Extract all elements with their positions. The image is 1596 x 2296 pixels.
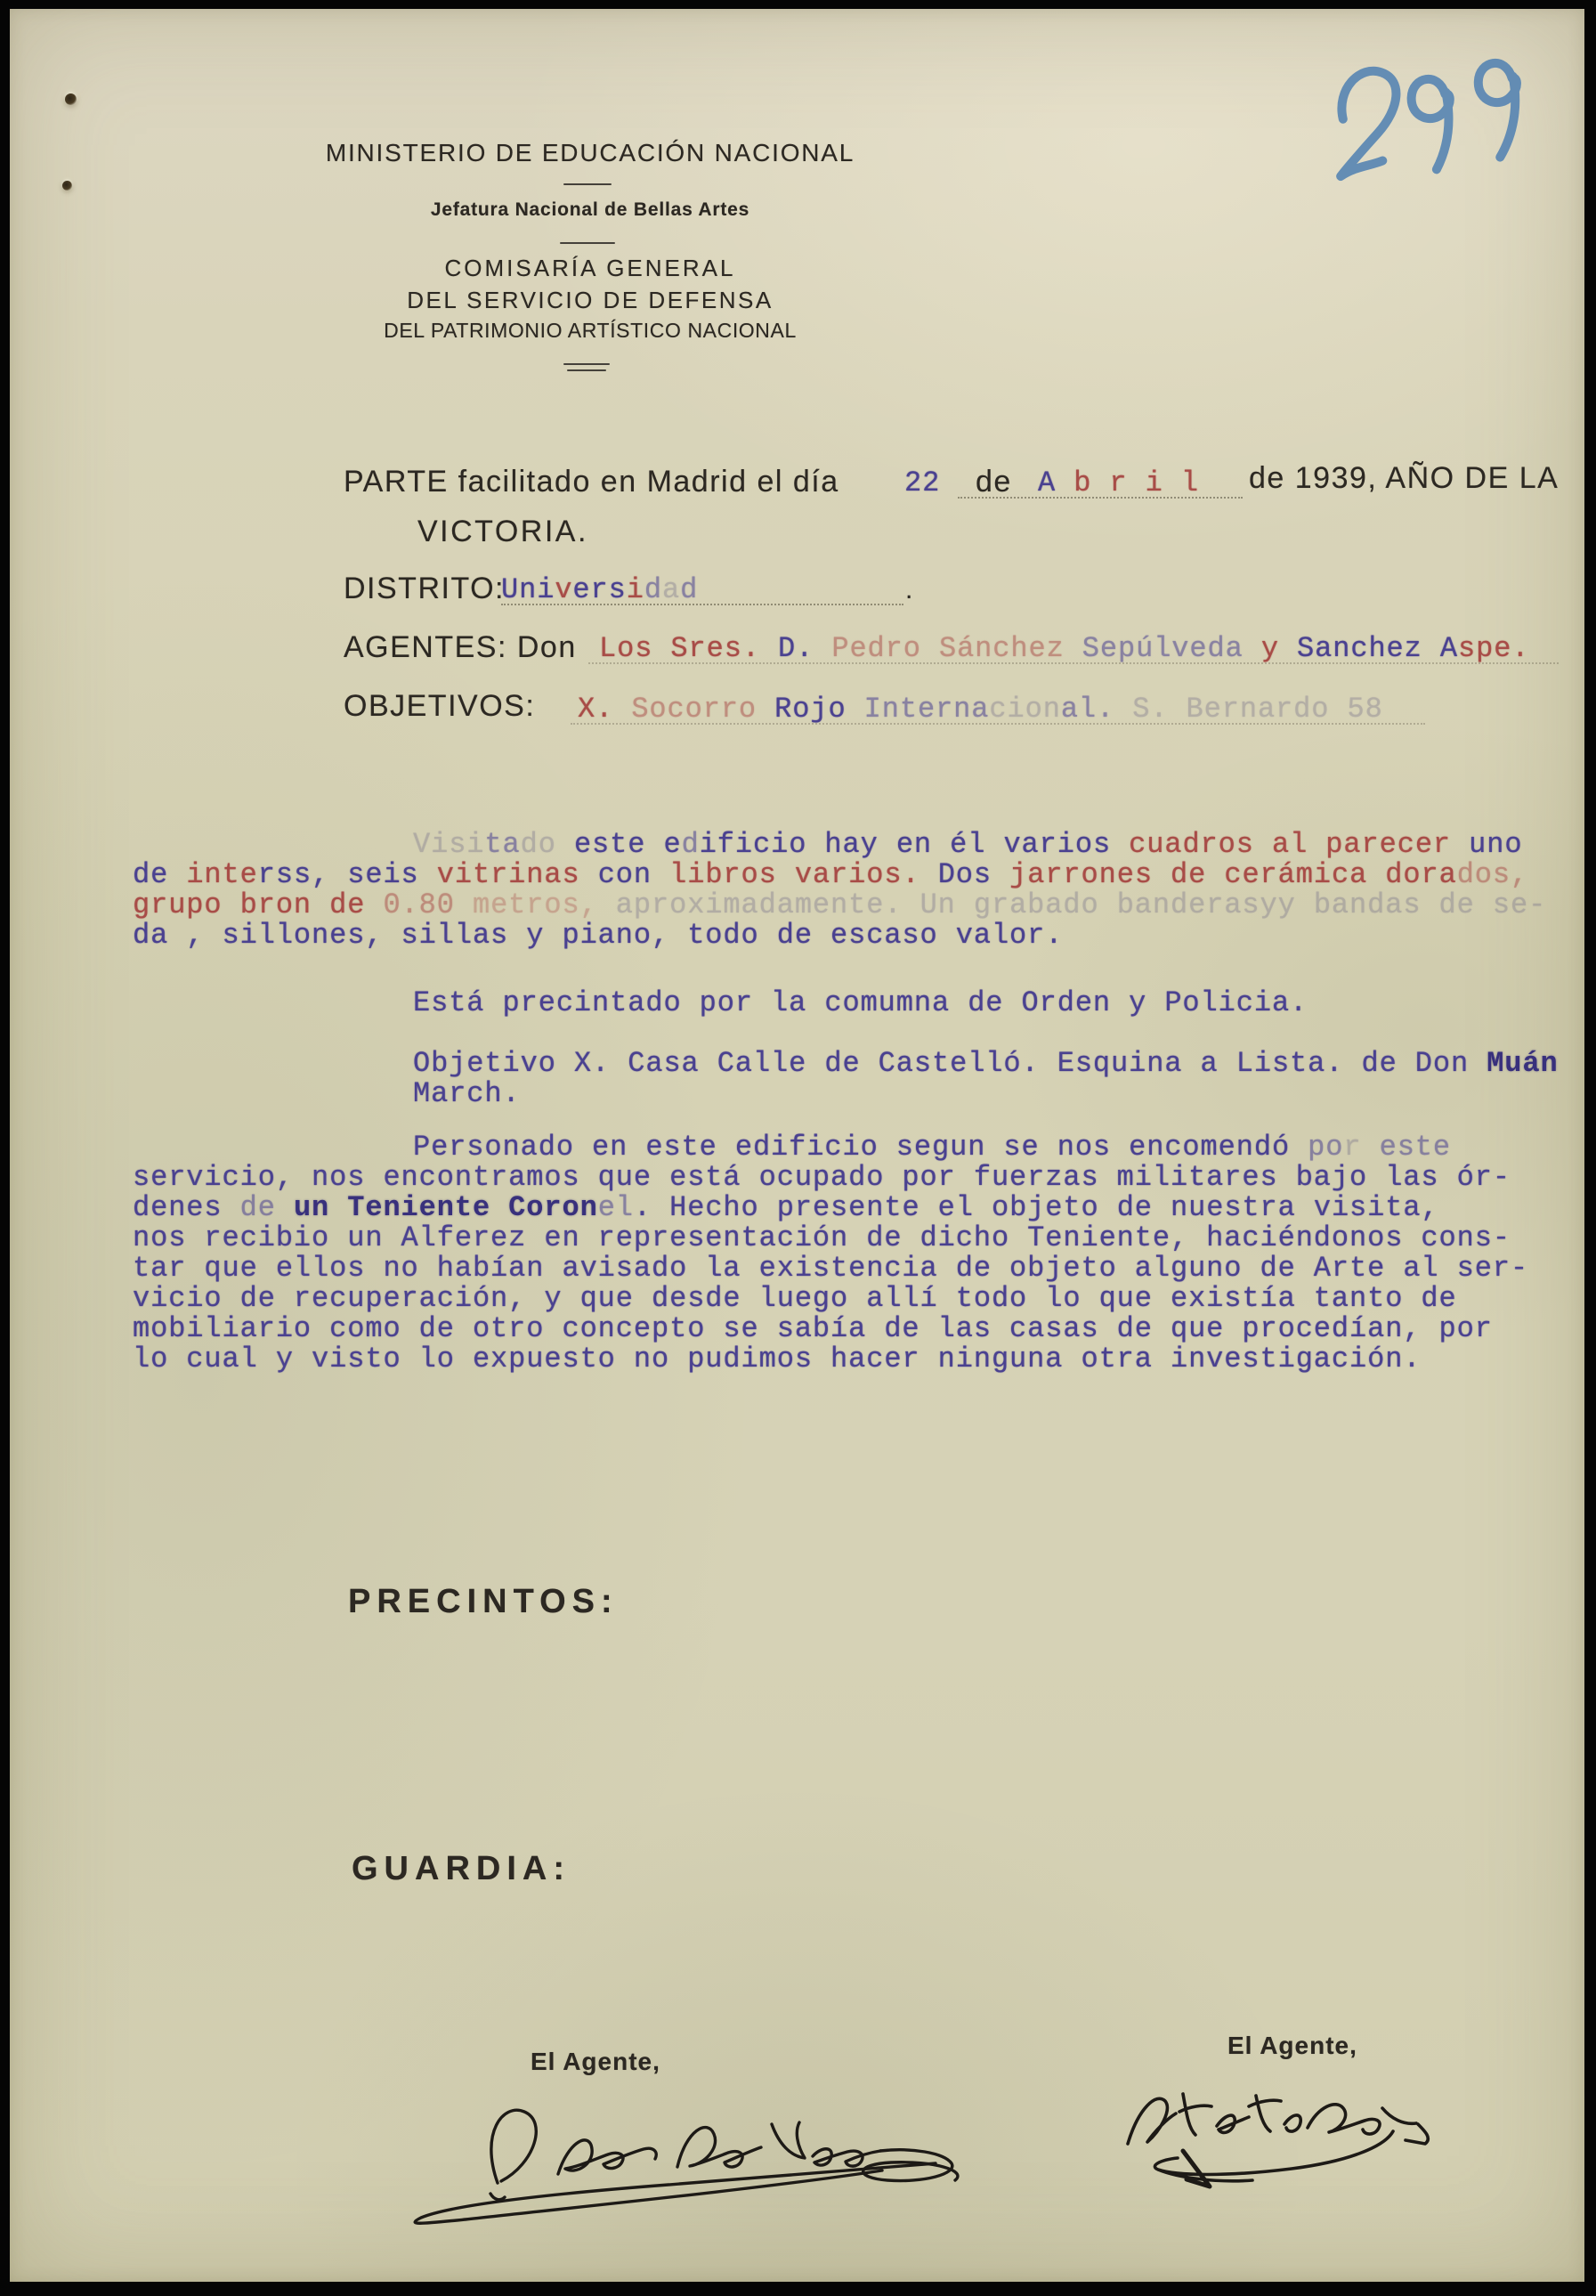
text-run: ificio hay en él varios bbox=[699, 828, 1130, 861]
text-run: uno bbox=[1469, 828, 1523, 861]
agentes-label: AGENTES: Don bbox=[344, 630, 577, 664]
text-run: mobiliario como de otro concepto se sabía de las casas de que procedían, por bbox=[133, 1312, 1493, 1345]
text-run: varios. bbox=[794, 858, 938, 891]
text-run: A bbox=[1038, 467, 1074, 499]
text-run: a bbox=[661, 573, 681, 606]
signature-left bbox=[384, 2074, 989, 2243]
text-run: este e bbox=[573, 828, 682, 861]
text-run: Los Sres. bbox=[599, 632, 779, 665]
parte-victoria-label: VICTORIA. bbox=[417, 515, 588, 548]
text-run: vicio de recuperación, y que desde luego allí todo lo que existía tanto de bbox=[133, 1282, 1457, 1315]
typed-line bbox=[133, 1344, 1584, 1375]
body-paragraph-4 bbox=[133, 1132, 1584, 1375]
typed-line bbox=[413, 988, 1308, 1018]
typed-line bbox=[133, 1223, 1584, 1253]
text-run: d bbox=[681, 828, 700, 861]
text-run: lo cual y visto lo expuesto no pudimos hacer ninguna otra investigación. bbox=[133, 1343, 1422, 1375]
letterhead-patrimonio: DEL PATRIMONIO ARTÍSTICO NACIONAL bbox=[384, 319, 797, 342]
body-paragraph-2 bbox=[413, 988, 1308, 1018]
text-run: i bbox=[626, 573, 644, 606]
text-run: Uni bbox=[501, 573, 555, 606]
objetivos-value bbox=[578, 693, 1383, 726]
typed-line bbox=[413, 830, 1584, 860]
text-run: con bbox=[597, 858, 670, 891]
text-run: Sepúlveda bbox=[1082, 632, 1261, 665]
text-run: Dos bbox=[937, 858, 1010, 891]
text-run: v bbox=[555, 573, 573, 606]
text-run: tar que ellos no habían avisado la existencia de objeto alguno de Arte al ser- bbox=[133, 1252, 1529, 1285]
guardia-heading: GUARDIA: bbox=[352, 1850, 571, 1887]
text-run: denes bbox=[133, 1191, 240, 1224]
agentes-value bbox=[599, 632, 1529, 665]
typed-line bbox=[413, 1132, 1584, 1163]
text-run: Socorro bbox=[631, 693, 775, 726]
body-paragraph-3 bbox=[413, 1049, 1559, 1109]
text-run: Muán bbox=[1487, 1047, 1559, 1080]
text-run: Interna bbox=[863, 693, 990, 726]
text-run: ta bbox=[484, 828, 521, 861]
letterhead-rule bbox=[563, 183, 612, 185]
text-run: grupo bron de bbox=[133, 888, 384, 921]
text-run: y bbox=[1260, 632, 1298, 665]
text-run: A bbox=[1439, 632, 1458, 665]
signature-right bbox=[1094, 2057, 1495, 2208]
text-run: este bbox=[1361, 1131, 1451, 1164]
text-run: Pedro bbox=[831, 632, 939, 665]
typed-line bbox=[133, 890, 1584, 921]
distrito-value bbox=[501, 573, 698, 606]
text-run: d bbox=[680, 573, 699, 606]
typed-line bbox=[133, 1193, 1584, 1223]
parte-month-value bbox=[1038, 467, 1199, 499]
letterhead-servicio: DEL SERVICIO DE DEFENSA bbox=[407, 287, 774, 313]
page-number-handwritten bbox=[1313, 38, 1570, 202]
text-run: d bbox=[644, 573, 662, 606]
text-run: po bbox=[1308, 1131, 1344, 1164]
text-run: Sanchez bbox=[1297, 632, 1440, 665]
text-run: do bbox=[520, 828, 574, 861]
letterhead-rule bbox=[560, 242, 615, 244]
body-paragraph-1 bbox=[133, 830, 1584, 951]
letterhead-rule bbox=[567, 369, 606, 371]
typed-line bbox=[133, 1253, 1584, 1284]
text-run: b r i l bbox=[1073, 467, 1199, 499]
typed-line bbox=[133, 1314, 1584, 1344]
parte-de-label: de bbox=[976, 465, 1012, 499]
typed-line bbox=[133, 860, 1584, 890]
distrito-label: DISTRITO: bbox=[344, 572, 505, 605]
text-run: vitrinas bbox=[436, 858, 598, 891]
text-run: Sánchez bbox=[938, 632, 1082, 665]
text-run: ers bbox=[572, 573, 627, 606]
text-run: rss, bbox=[257, 858, 348, 891]
text-run: al. bbox=[1060, 693, 1133, 726]
text-run: . Hecho presente el objeto de nuestra visita, bbox=[633, 1191, 1439, 1224]
punch-hole bbox=[62, 181, 72, 191]
parte-year-label: de 1939, AÑO DE LA bbox=[1249, 461, 1560, 495]
text-run: 22 bbox=[904, 467, 941, 499]
text-run: spe. bbox=[1457, 632, 1530, 665]
text-run: Visi bbox=[413, 828, 485, 861]
parte-label: PARTE facilitado en Madrid el día bbox=[344, 465, 839, 499]
typed-line bbox=[133, 921, 1584, 951]
text-run: de bbox=[239, 1191, 294, 1224]
distrito-period: . bbox=[905, 575, 913, 604]
text-run: de bbox=[133, 858, 187, 891]
letterhead-comisaria: COMISARÍA GENERAL bbox=[444, 255, 736, 281]
text-run: inte bbox=[186, 858, 258, 891]
text-run: dora bbox=[1385, 858, 1457, 891]
text-run: servicio, nos encontramos que está ocupado por fuerzas militares bajo las ór- bbox=[133, 1161, 1511, 1194]
text-run: 58 bbox=[1347, 693, 1383, 726]
text-run: Personado en este edificio segun se nos encomendó bbox=[413, 1131, 1308, 1164]
text-run: X. bbox=[578, 693, 632, 726]
text-run: Objetivo X. Casa Calle de Castelló. Esquina a Lista. de Don bbox=[413, 1047, 1487, 1080]
text-run: March. bbox=[413, 1077, 521, 1110]
typed-line bbox=[413, 1079, 1559, 1109]
typed-line bbox=[133, 1284, 1584, 1314]
text-run: nos recibio un Alferez en representación de dicho Teniente, haciéndonos cons- bbox=[133, 1221, 1511, 1254]
text-run: Un grabado banderasyy bandas de se- bbox=[920, 888, 1547, 921]
text-run: Rojo bbox=[774, 693, 864, 726]
typed-line bbox=[133, 1163, 1584, 1193]
letterhead-ministry: MINISTERIO DE EDUCACIÓN NACIONAL bbox=[325, 139, 855, 166]
text-run: da , sillones, sillas y piano, todo de escaso valor. bbox=[133, 919, 1064, 952]
typed-line bbox=[413, 1049, 1559, 1079]
objetivos-label: OBJETIVOS: bbox=[344, 689, 536, 723]
letterhead-jefatura: Jefatura Nacional de Bellas Artes bbox=[430, 199, 750, 220]
text-run: Está precintado por la comumna de Orden y Policia. bbox=[413, 986, 1308, 1019]
punch-hole bbox=[65, 93, 77, 105]
precintos-heading: PRECINTOS: bbox=[348, 1583, 619, 1620]
text-run: un Teniente Coron bbox=[293, 1191, 598, 1224]
letterhead-rule bbox=[563, 363, 610, 365]
text-run: aproximadamente. bbox=[615, 888, 920, 921]
parte-day-value bbox=[904, 467, 940, 499]
text-run: seis bbox=[347, 858, 437, 891]
text-run: metros, bbox=[472, 888, 616, 921]
agent-label-left: El Agente, bbox=[531, 2048, 660, 2075]
text-run: D. bbox=[778, 632, 832, 665]
paper-sheet bbox=[10, 9, 1584, 2282]
text-run: el bbox=[597, 1191, 634, 1224]
text-run: jarrones de cerámica bbox=[1009, 858, 1386, 891]
text-run: 0.80 bbox=[383, 888, 473, 921]
text-run: r bbox=[1343, 1131, 1362, 1164]
text-run: cuadros al parecer bbox=[1129, 828, 1470, 861]
text-run: dos, bbox=[1456, 858, 1529, 891]
text-run: cion bbox=[989, 693, 1061, 726]
text-run: libros bbox=[669, 858, 795, 891]
agent-label-right: El Agente, bbox=[1227, 2032, 1357, 2059]
text-run: S. Bernardo bbox=[1132, 693, 1348, 726]
